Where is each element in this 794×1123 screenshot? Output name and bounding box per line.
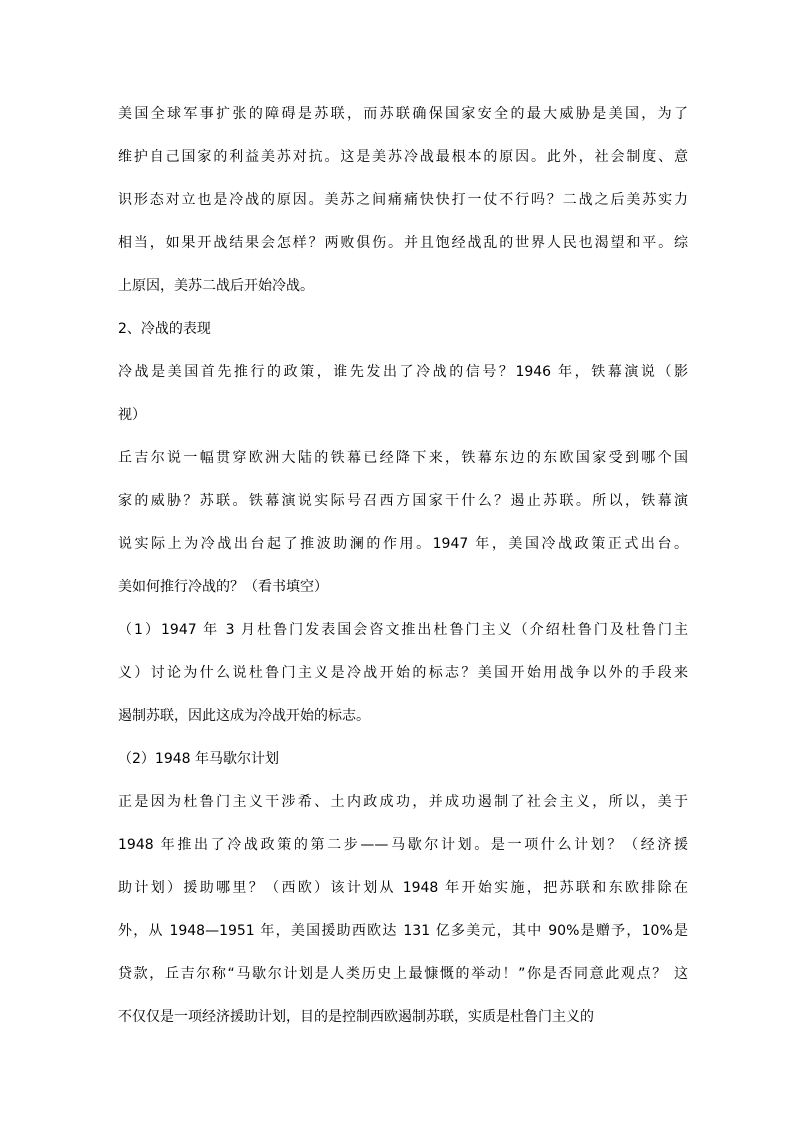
text-line: 上原因，美苏二战后开始冷战。 — [118, 278, 314, 294]
text-line: 识形态对立也是冷战的原因。美苏之间痛痛快快打一仗不行吗？二战之后美苏实力 — [118, 192, 688, 208]
text-line: 美如何推行冷战的？（看书填空） — [118, 579, 328, 595]
text-line: 维护自己国家的利益美苏对抗。这是美苏冷战最根本的原因。此外，社会制度、意 — [118, 149, 688, 165]
section-heading: 2、冷战的表现 — [118, 321, 211, 337]
text-line: 丘吉尔说一幅贯穿欧洲大陆的铁幕已经降下来，铁幕东边的东欧国家受到哪个国 — [118, 450, 688, 466]
text-line: 义）讨论为什么说杜鲁门主义是冷战开始的标志？美国开始用战争以外的手段来 — [118, 665, 688, 681]
text-line: 遏制苏联，因此这成为冷战开始的标志。 — [118, 708, 370, 724]
text-line: 不仅仅是一项经济援助计划，目的是控制西欧遏制苏联，实质是杜鲁门主义的 — [118, 1009, 594, 1025]
text-line: 1948 年推出了冷战政策的第二步——马歇尔计划。是一项什么计划？（经济援 — [118, 837, 688, 853]
text-line: 视） — [118, 407, 146, 423]
text-line: 贷款，丘吉尔称“马歇尔计划是人类历史上最慷慨的举动！”你是否同意此观点？ 这 — [118, 966, 688, 982]
text-line: 家的威胁？苏联。铁幕演说实际号召西方国家干什么？遏止苏联。所以，铁幕演 — [118, 493, 688, 509]
subsection-heading: （2）1948 年马歇尔计划 — [118, 751, 279, 767]
text-line: 相当，如果开战结果会怎样？两败俱伤。并且饱经战乱的世界人民也渴望和平。综 — [118, 235, 688, 251]
text-line: 冷战是美国首先推行的政策，谁先发出了冷战的信号？1946 年，铁幕演说（影 — [118, 364, 688, 380]
text-line: 美国全球军事扩张的障碍是苏联，而苏联确保国家安全的最大威胁是美国，为了 — [118, 106, 688, 122]
text-line: （1）1947 年 3 月杜鲁门发表国会咨文推出杜鲁门主义（介绍杜鲁门及杜鲁门主 — [118, 622, 688, 638]
text-line: 说实际上为冷战出台起了推波助澜的作用。1947 年，美国冷战政策正式出台。 — [118, 536, 688, 552]
text-line: 外，从 1948—1951 年，美国援助西欧达 131 亿多美元，其中 90%是赠予，10%是 — [118, 923, 688, 939]
text-line: 正是因为杜鲁门主义干涉希、土内政成功，并成功遏制了社会主义，所以，美于 — [118, 794, 688, 810]
text-line: 助计划）援助哪里？（西欧）该计划从 1948 年开始实施，把苏联和东欧排除在 — [118, 880, 688, 896]
